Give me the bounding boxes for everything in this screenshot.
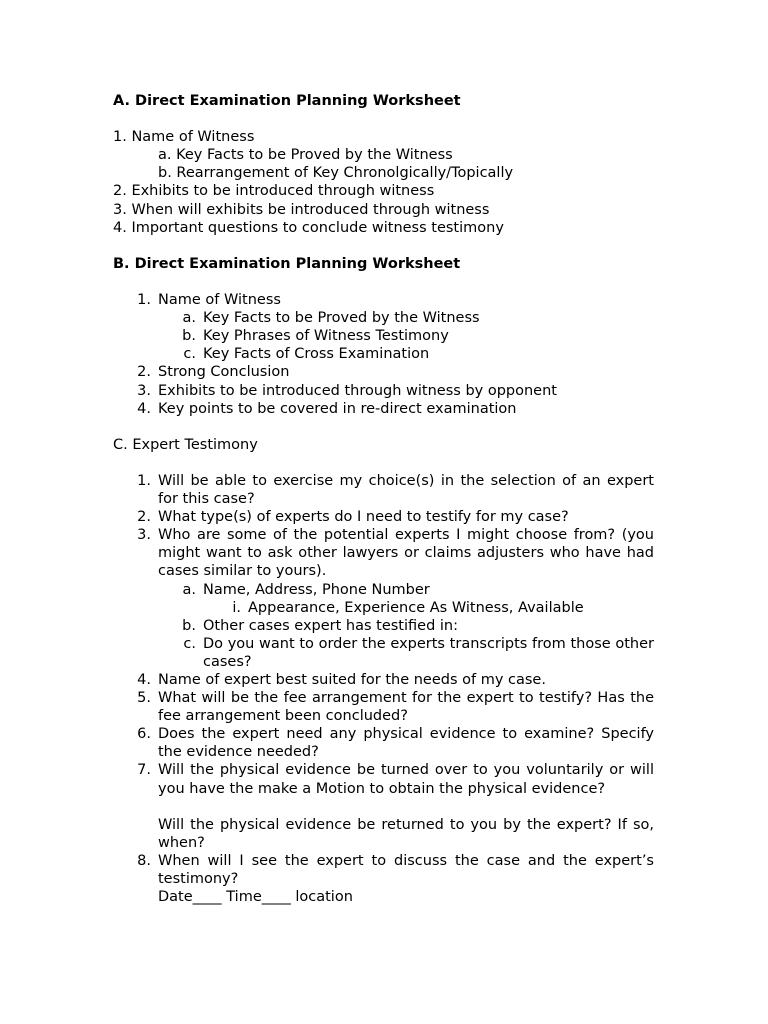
section-b-subitem <box>113 327 654 345</box>
section-c-item <box>113 472 654 508</box>
section-c-item <box>113 526 654 580</box>
list-letter: b. <box>182 617 196 634</box>
list-letter: a. <box>182 581 196 598</box>
section-a-item-2: 2. Exhibits to be introduced through witness <box>113 183 435 200</box>
section-c-heading: C. Expert Testimony <box>113 436 258 453</box>
section-a-heading: A. Direct Examination Planning Worksheet <box>113 93 461 109</box>
section-b-item <box>113 363 654 381</box>
list-text: Key Phrases of Witness Testimony <box>203 328 449 345</box>
list-text: Key Facts to be Proved by the Witness <box>203 310 480 327</box>
section-c-item <box>113 671 654 689</box>
list-text: Does the expert need any physical evidence to examine? Specify the evidence needed? <box>158 726 654 761</box>
list-number: 2. <box>137 364 151 381</box>
list-text: Will the physical evidence be returned to you by the expert? If so, when? <box>158 816 654 851</box>
list-text: What type(s) of experts do I need to testify for my case? <box>158 509 569 526</box>
section-b-heading: B. Direct Examination Planning Worksheet <box>113 255 461 272</box>
list-text: Key Facts of Cross Examination <box>203 346 430 363</box>
list-text: Name of Witness <box>158 292 281 309</box>
list-number: 2. <box>137 509 151 526</box>
section-c-item <box>113 761 654 797</box>
section-a-item-1a: a. Key Facts to be Proved by the Witness <box>158 147 453 164</box>
section-a-item-4: 4. Important questions to conclude witness testimony <box>113 219 504 236</box>
list-text: When will I see the expert to discuss the case and the expert’s testimony? <box>158 852 654 888</box>
list-number: 8. <box>137 852 151 869</box>
list-text: Will the physical evidence be turned over to you voluntarily or will you have the make a Motion to obtain the physical evidence? <box>158 762 654 797</box>
list-text: Strong Conclusion <box>158 364 290 381</box>
list-text: Who are some of the potential experts I might choose from? (you might want to ask other lawyers or claims adjusters who have had cases similar to yours). <box>158 527 654 580</box>
list-number: 4. <box>137 672 151 688</box>
section-c-item <box>113 725 654 761</box>
section-c-subitem <box>113 617 654 635</box>
list-number: 1. <box>137 292 151 309</box>
list-letter: c. <box>183 346 196 363</box>
list-letter: b. <box>182 328 196 345</box>
section-c-item <box>113 508 654 526</box>
list-text: Appearance, Experience As Witness, Available <box>248 599 584 616</box>
section-c-item-8-date-line: Date____ Time____ location <box>158 889 353 906</box>
section-b-item <box>113 400 654 418</box>
list-number: 6. <box>137 726 151 743</box>
section-a-item-3: 3. When will exhibits be introduced through witness <box>113 201 490 218</box>
section-c-item-7-continuation <box>113 816 654 852</box>
list-text: Other cases expert has testified in: <box>203 617 458 634</box>
list-text: Exhibits to be introduced through witness by opponent <box>158 382 557 399</box>
list-number: 3. <box>137 382 151 399</box>
section-a-item-1: 1. Name of Witness <box>113 129 255 146</box>
section-b-item <box>113 291 654 309</box>
section-a-item-1b: b. Rearrangement of Key Chronolgically/Topically <box>158 165 514 182</box>
list-number: 4. <box>137 400 151 417</box>
list-letter: a. <box>182 310 196 327</box>
section-c-subitem <box>113 635 654 671</box>
list-text: Do you want to order the experts transcripts from those other cases? <box>203 635 654 670</box>
section-b-subitem <box>113 345 654 363</box>
list-number: 1. <box>137 472 151 489</box>
section-c-subsubitem <box>113 599 654 617</box>
list-number: 3. <box>137 527 151 544</box>
list-text: Will be able to exercise my choice(s) in the selection of an expert for this case? <box>158 472 654 508</box>
list-text: Name of expert best suited for the needs of my case. <box>158 672 546 688</box>
list-text: Name, Address, Phone Number <box>203 581 430 598</box>
list-roman: i. <box>232 599 241 616</box>
document-page <box>113 92 658 906</box>
list-number: 5. <box>137 690 151 707</box>
section-c-item <box>113 689 654 725</box>
section-c-subitem <box>113 581 654 599</box>
list-text: Key points to be covered in re-direct examination <box>158 400 517 417</box>
section-c-item <box>113 852 654 888</box>
section-b-item <box>113 382 654 400</box>
section-b-subitem <box>113 309 654 327</box>
list-letter: c. <box>183 635 196 652</box>
list-text: What will be the fee arrangement for the expert to testify? Has the fee arrangement been concluded? <box>158 690 654 725</box>
list-number: 7. <box>137 762 151 779</box>
